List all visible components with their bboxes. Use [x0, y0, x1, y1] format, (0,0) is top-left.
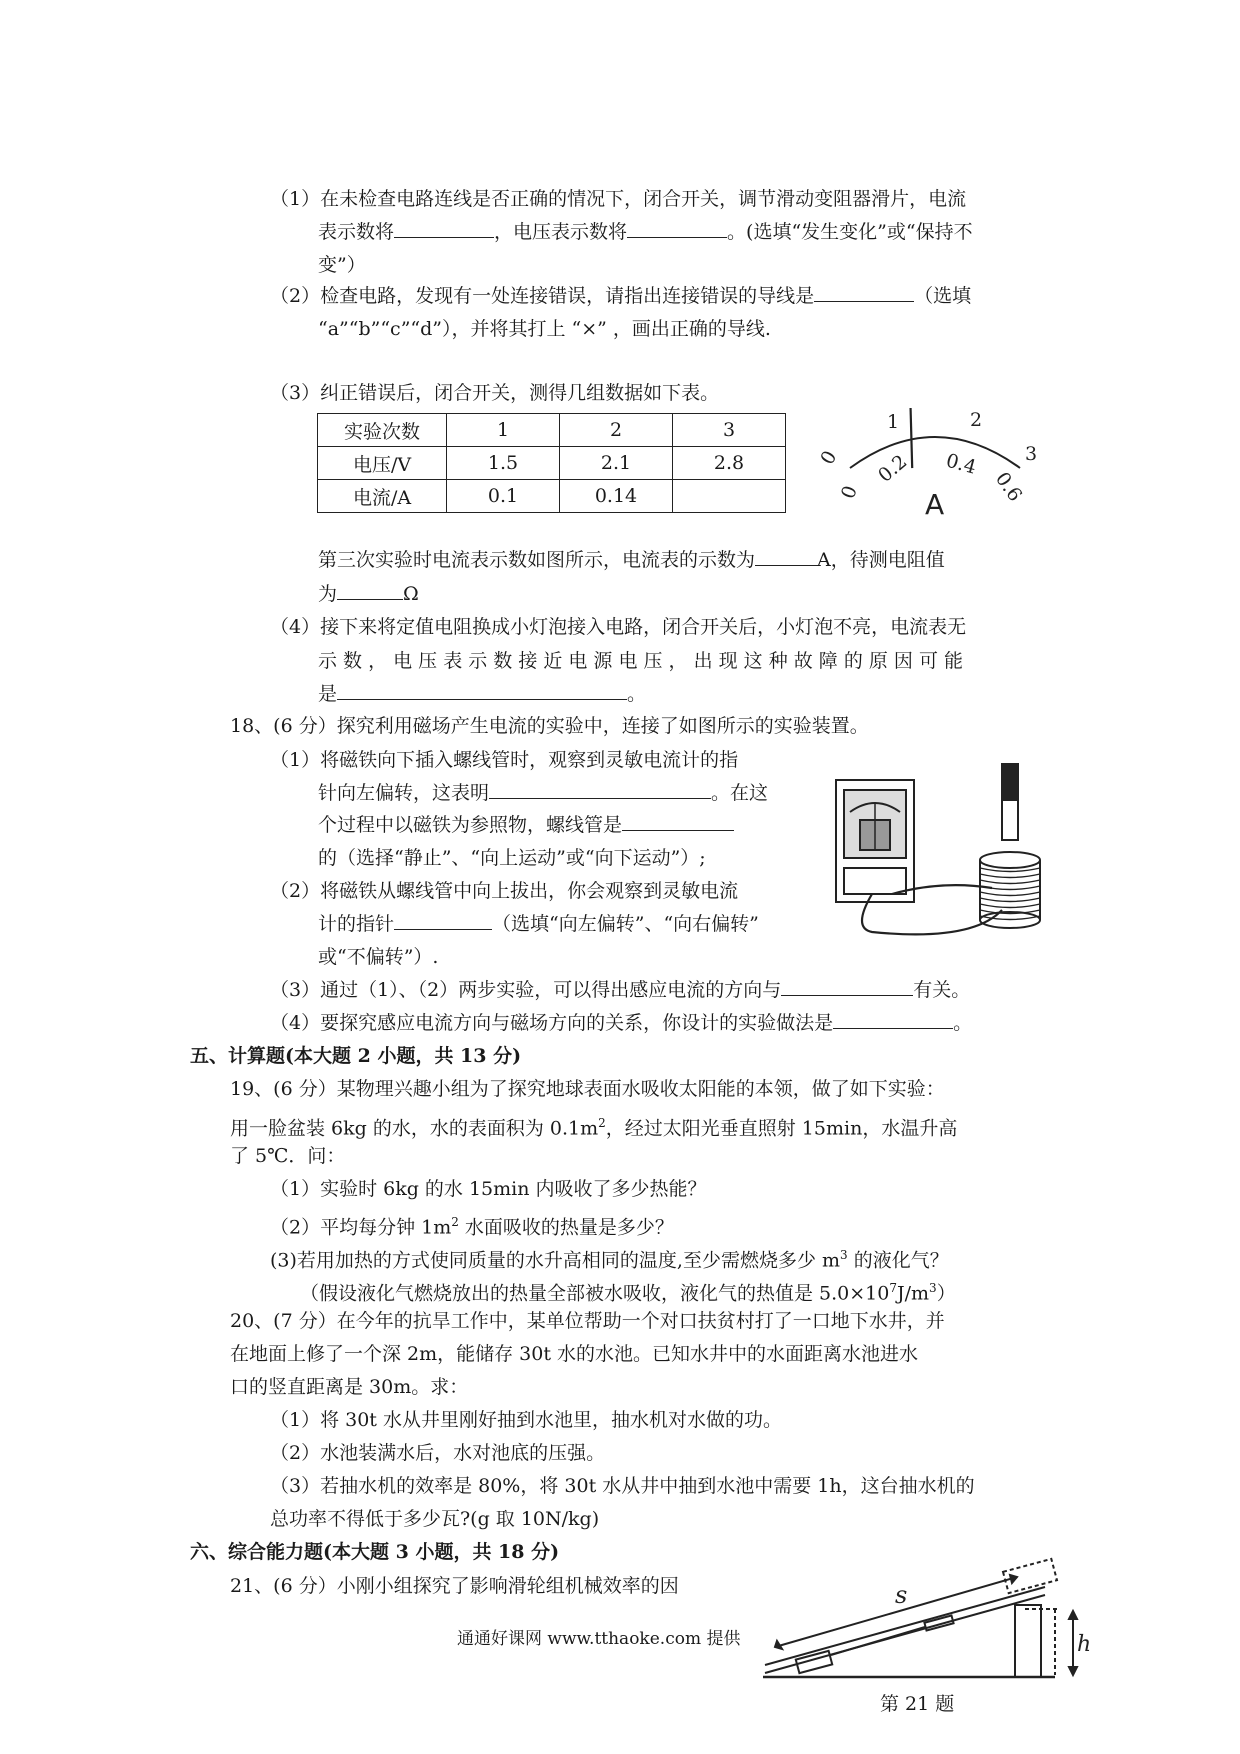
q21-line1: 21、(6 分）小刚小组探究了影响滑轮组机械效率的因 — [230, 1575, 679, 1597]
table-cell: 0.1 — [447, 480, 560, 513]
q20-part2: （2）水池装满水后，水对池底的压强。 — [270, 1442, 606, 1464]
q17-part4-line3: 是 。 — [318, 683, 647, 705]
q17-part3-line3: 为 Ω — [318, 583, 419, 605]
q19-line1: 19、(6 分）某物理兴趣小组为了探究地球表面水吸收太阳能的本领，做了如下实验： — [230, 1078, 945, 1100]
magnet-pole — [1002, 764, 1018, 800]
q19-line2: 用一脸盆装 6kg 的水，水的表面积为 $0.1m^2$，经过太阳光垂直照射 15min，水温升高 — [230, 1116, 958, 1140]
q18-part2-line3: 或“不偏转”）. — [318, 946, 439, 968]
q19-line3: 了 5℃．问： — [230, 1145, 346, 1167]
meter-needle — [909, 408, 912, 468]
scale-outer-label: 2 — [970, 409, 983, 431]
q18-part2-line1: （2）将磁铁从螺线管中向上拔出，你会观察到灵敏电流 — [270, 880, 739, 902]
answer-blank[interactable] — [755, 547, 817, 566]
q20-part3: （3）若抽水机的效率是 80%，将 30t 水从井中抽到水池中需要 1h，这台抽水机的 — [270, 1475, 975, 1497]
q18-part3: （3）通过（1）、（2）两步实验，可以得出感应电流的方向与 有关。 — [270, 979, 971, 1001]
q17-part1-line1: （1）在未检查电路连线是否正确的情况下，闭合开关，调节滑动变阻器滑片，电流 — [270, 188, 967, 210]
q17-part1-line2: 表示数将 ，电压表示数将 。(选填“发生变化”或“保持不 — [318, 221, 973, 243]
table-cell: 电压/V — [318, 447, 447, 480]
figure-caption: 第 21 题 — [880, 1693, 955, 1715]
table-row — [318, 414, 786, 447]
table-cell: 电流/A — [318, 480, 447, 513]
answer-blank[interactable] — [622, 812, 734, 831]
table-row — [318, 447, 786, 480]
answer-blank[interactable] — [781, 977, 913, 996]
scale-inner-label: 0 — [837, 482, 862, 502]
coil-winding — [980, 880, 1040, 884]
q17-part2-line2: “a”“b”“c”“d”），并将其打上 “×” ，画出正确的导线. — [318, 318, 771, 340]
pull-string — [831, 1627, 925, 1655]
answer-blank[interactable] — [337, 581, 403, 600]
table-cell: 2 — [560, 414, 673, 447]
unit-label: A — [925, 488, 945, 521]
q19-part1: （1）实验时 6kg 的水 15min 内吸收了多少热能？ — [270, 1178, 707, 1200]
q20-part1: （1）将 30t 水从井里刚好抽到水池里，抽水机对水做的功。 — [270, 1409, 782, 1431]
footer-watermark: 通通好课网 www.tthaoke.com 提供 — [457, 1629, 741, 1649]
table-cell: 0.14 — [560, 480, 673, 513]
scale-inner-label: 0.4 — [943, 449, 979, 479]
section-five-heading: 五、计算题(本大题 2 小题，共 13 分) — [190, 1045, 522, 1067]
q20-part3-line2: 总功率不得低于多少瓦?(g 取 10N/kg) — [270, 1508, 600, 1530]
table-cell: 2.8 — [673, 447, 786, 480]
q17-part3-line1: （3）纠正错误后，闭合开关，测得几组数据如下表。 — [270, 382, 720, 404]
label-s: s — [895, 1581, 908, 1609]
support-block — [1015, 1605, 1041, 1677]
induction-apparatus-figure — [832, 760, 1062, 940]
coil-winding — [980, 898, 1040, 902]
table-cell: 3 — [673, 414, 786, 447]
table-cell: 1.5 — [447, 447, 560, 480]
table-cell: 2.1 — [560, 447, 673, 480]
coil-winding — [980, 904, 1040, 908]
label-h: h — [1077, 1632, 1092, 1657]
scale-outer-label: 0 — [816, 447, 842, 469]
q18-title: 18、(6 分）探究利用磁场产生电流的实验中，连接了如图所示的实验装置。 — [230, 715, 869, 737]
answer-blank[interactable] — [394, 911, 492, 930]
scale-inner-label: 0.6 — [990, 468, 1027, 506]
q17-part1-line3: 变”） — [318, 254, 366, 276]
q19-part3: (3)若用加热的方式使同质量的水升高相同的温度,至少需燃烧多少 $m^3$ 的液化气？ — [270, 1248, 949, 1272]
q17-part4-line1: （4）接下来将定值电阻换成小灯泡接入电路，闭合开关后，小灯泡不亮，电流表无 — [270, 616, 967, 638]
q17-part2-line1: （2）检查电路，发现有一处连接错误，请指出连接错误的导线是 （选填 — [270, 285, 972, 307]
table-row — [318, 480, 786, 513]
q18-part2-line2: 计的指针 （选填“向左偏转”、“向右偏转” — [318, 913, 759, 935]
ammeter-dial-figure — [815, 408, 1055, 533]
q17-part4-line2: 示 数 ， 电 压 表 示 数 接 近 电 源 电 压 ， 出 现 这 种 故 障 的 原 因 可 能 — [318, 650, 963, 672]
q18-part4: （4）要探究感应电流方向与磁场方向的关系，你设计的实验做法是 。 — [270, 1012, 973, 1034]
q18-part1-line4: 的（选择“静止”、“向上运动”或“向下运动”）; — [318, 847, 706, 869]
q18-part1-line1: （1）将磁铁向下插入螺线管时，观察到灵敏电流计的指 — [270, 749, 739, 771]
table-cell: 实验次数 — [318, 414, 447, 447]
coil-winding — [980, 874, 1040, 878]
answer-blank[interactable] — [337, 681, 627, 700]
q20-line3: 口的竖直距离是 30m。求： — [230, 1376, 469, 1398]
answer-blank[interactable] — [489, 780, 711, 799]
q20-line1: 20、(7 分）在今年的抗旱工作中，某单位帮助一个对口扶贫村打了一口地下水井，并 — [230, 1310, 945, 1332]
galvanometer-terminals — [844, 868, 906, 894]
data-table — [317, 413, 786, 513]
q17-part3-line2: 第三次实验时电流表示数如图所示，电流表的示数为 A，待测电阻值 — [318, 549, 945, 571]
q18-part1-line2: 针向左偏转，这表明 。在这 — [318, 782, 769, 804]
table-cell: 1 — [447, 414, 560, 447]
q20-line2: 在地面上修了一个深 2m，能储存 30t 水的水池。已知水井中的水面距离水池进水 — [230, 1343, 919, 1365]
solenoid-top — [980, 852, 1040, 868]
q18-part1-line3: 个过程中以磁铁为参照物，螺线管是 — [318, 812, 734, 838]
table-cell[interactable] — [673, 480, 786, 513]
q19-part3-note: （假设液化气燃烧放出的热量全部被水吸收，液化气的热值是 $5.0\times 10^7J/m^3$） — [300, 1281, 956, 1305]
scale-outer-label: 1 — [887, 411, 900, 433]
scale-outer-label: 3 — [1025, 443, 1038, 465]
answer-blank[interactable] — [394, 219, 494, 238]
answer-blank[interactable] — [627, 219, 727, 238]
q19-part2: （2）平均每分钟 $1m^2$ 水面吸收的热量是多少？ — [270, 1215, 674, 1239]
scale-inner-label: 0.2 — [874, 450, 912, 487]
coil-winding — [980, 892, 1040, 896]
answer-blank[interactable] — [814, 283, 914, 302]
answer-blank[interactable] — [833, 1010, 953, 1029]
section-six-heading: 六、综合能力题(本大题 3 小题，共 18 分) — [190, 1541, 560, 1563]
